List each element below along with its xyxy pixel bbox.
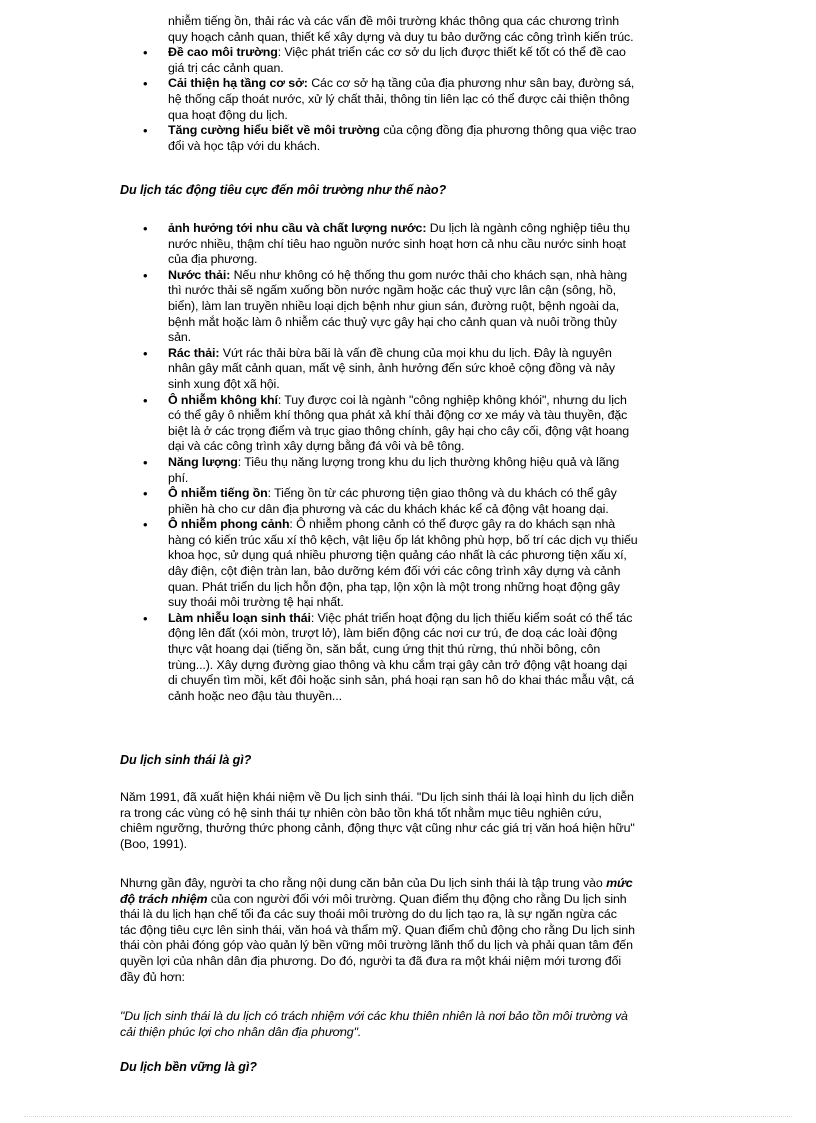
negative-impacts-section xyxy=(168,221,708,704)
text-line: giá trị các cảnh quan. xyxy=(168,60,284,75)
item-term: Cải thiện hạ tầng cơ sở: xyxy=(168,76,308,91)
list-item xyxy=(168,268,708,346)
intro-section xyxy=(168,14,708,154)
text-line: đổi và học tập với du khách. xyxy=(168,138,321,153)
item-term: Ô nhiễm không khí xyxy=(168,392,278,407)
item-term: Ô nhiễm phong cảnh xyxy=(168,517,290,532)
section-heading-ecotourism: Du lịch sinh thái là gì? xyxy=(120,753,252,767)
page-footer-divider xyxy=(24,1116,792,1117)
text-line: dây điện, cột điện tràn lan, bảo dưỡng kém đối với các công trình xây dựng và cảnh xyxy=(168,564,621,579)
text-line: của địa phương. xyxy=(168,252,258,267)
text-line: thì nước thải sẽ ngấm xuống bồn nước ngầm hoặc các thuỷ vực lân cận (sông, hồ, xyxy=(168,283,616,298)
text-line: cảnh hoặc neo đậu tàu thuyền... xyxy=(168,688,342,703)
text-line: đầy đủ hơn: xyxy=(120,969,185,984)
text-line: Tuy được coi là ngành "công nghiệp không khói", nhưng du lịch xyxy=(284,392,627,407)
text-line: Các cơ sở hạ tầng của địa phương như sân bay, đường sá, xyxy=(311,76,635,91)
benefit-list xyxy=(168,45,708,154)
text-line: Nếu như không có hệ thống thu gom nước thải cho khách sạn, nhà hàng xyxy=(233,267,628,282)
item-term: Năng lượng xyxy=(168,454,238,469)
text-line: Việc phát triển các cơ sở du lịch được thiết kế tốt có thể đề cao xyxy=(284,45,626,60)
text-line: quyền lợi của nhân dân địa phương. Do đó, người ta đã đưa ra một khái niệm mới tương đối xyxy=(120,953,622,968)
item-term: Rác thải: xyxy=(168,345,220,360)
intro-continuation xyxy=(168,14,708,45)
text-line: nước nhiều, thậm chí tiêu hao nguồn nước sinh hoạt hơn cả nhu cầu nước sinh hoạt xyxy=(168,236,626,251)
text-line: sinh xung đột xã hội. xyxy=(168,376,280,391)
list-item: • Ô nhiễm phong cảnh: Ô nhiễm phong cảnh có thể được gây ra do khách sạn nhà hàng có kiến trúc xấu xí thô kệch, vật liệu ốp lát không phù hợp, bố trí các dịch vụ thiếu khoa học, sử dụng quá nhiều phương tiện quảng cáo nhất là các phương tiện xấu xí, dây điện, cột điện tràn lan, bảo dưỡng kém đối với các công trình xây dựng và cảnh quan. Phát triển du lịch hỗn độn, pha tạp, lộn xộn là một trong những hoạt động gây suy thoái môi trường tệ hại nhất. xyxy=(168,517,708,611)
emphasis-text: mức xyxy=(606,876,633,890)
text-line: ra trong các vùng có hệ sinh thái tự nhiên còn bảo tồn khá tốt nhằm mục tiêu nghiên cứu, xyxy=(120,805,602,820)
text-line: Việc phát triển hoạt động du lịch thiếu kiểm soát có thể tác xyxy=(317,610,633,625)
list-item: • Làm nhiễu loạn sinh thái: Việc phát triển hoạt động du lịch thiếu kiểm soát có thể tác động lên đất (xói mòn, trượt lở), làm biến động các nơi cư trú, đe doạ các loài động thực vật hoang dại (tiếng ồn, săn bắt, cung ứng thịt thú rừng, thú nhồi bông, côn trùng...). Xây dựng đường giao thông và khu cắm trại gây cản trở động vật hoang dại di chuyển tìm mồi, kết đôi hoặc sinh sản, phá hoại rạn san hô do khai thác mẫu vật, cá cảnh hoặc neo đậu tàu thuyền... xyxy=(168,611,708,705)
item-term: Làm nhiễu loạn sinh thái xyxy=(168,610,311,625)
text-line: quy hoạch cảnh quan, thiết kế xây dựng và duy tu bảo dưỡng các công trình kiến trúc. xyxy=(168,29,634,44)
quote-definition xyxy=(120,1009,690,1040)
list-item: • Ô nhiễm tiếng ồn: Tiếng ồn từ các phương tiện giao thông và du khách có thể gây phiền hà cho cư dân địa phương và các du khách khác kể cả động vật hoang dại. xyxy=(168,486,708,517)
list-item xyxy=(168,76,708,123)
text-line: biển), làm lan truyền nhiều loại dịch bệnh như giun sán, đường ruột, bệnh ngoài da, xyxy=(168,298,620,313)
text-line: hệ thống cấp thoát nước, xử lý chất thải, thông tin liên lạc có thể được cải thiện thông xyxy=(168,91,630,106)
text-line: quan. Phát triển du lịch hỗn độn, pha tạp, lộn xộn là một trong những hoạt động gây xyxy=(168,579,620,594)
list-item xyxy=(168,346,708,393)
list-item xyxy=(168,221,708,268)
list-item: • Ô nhiễm không khí: Tuy được coi là ngành "công nghiệp không khói", nhưng du lịch có thể gây ô nhiễm khí thông qua phát xả khí thải động cơ xe máy và tàu thuyền, đặc biệt là ở các trọng điểm và trục giao thông chính, gây hại cho cây cối, động vật hoang dại và các công trình xây dựng bằng đá vôi và bê tông. xyxy=(168,393,708,455)
item-term: Ô nhiễm tiếng ồn xyxy=(168,486,268,501)
text-line: Năm 1991, đã xuất hiện khái niệm về Du lịch sinh thái. "Du lịch sinh thái là loại hình du lịch diễn xyxy=(120,790,634,804)
text-line: nhiễm tiếng ồn, thải rác và các vấn đề môi trường khác thông qua các chương trình xyxy=(168,14,620,28)
text-line: khoa học, sử dụng quá nhiều phương tiện quảng cáo nhất là các phương tiện xấu xí, xyxy=(168,548,627,563)
text-line: biệt là ở các trọng điểm và trục giao thông chính, gây hại cho cây cối, động vật hoang xyxy=(168,423,630,438)
item-term: ảnh hưởng tới nhu cầu và chất lượng nước: xyxy=(168,221,427,235)
paragraph-definition-1991 xyxy=(120,790,690,852)
list-item: • Năng lượng: Tiêu thụ năng lượng trong khu du lịch thường không hiệu quả và lãng phí. xyxy=(168,455,708,486)
item-term: Nước thải: xyxy=(168,267,231,282)
paragraph-responsibility: Nhưng gần đây, người ta cho rằng nội dung căn bản của Du lịch sinh thái là tập trung vào mức độ trách nhiệm của con người đối với môi trường. Quan điểm thụ động cho rằng Du lịch sinh thái là du lịch hạn chế tối đa các suy thoái môi trường do du lịch tạo ra, là sự ngăn ngừa các tác động tiêu cực lên sinh thái, văn hoá và thẩm mỹ. Quan điểm chủ động cho rằng Du lịch sinh thái còn phải đóng góp vào quản lý bền vững môi trường lãnh thổ du lịch và phải quan tâm đến quyền lợi của nhân dân địa phương. Do đó, người ta đã đưa ra một khái niệm mới tương đối đầy đủ hơn: xyxy=(120,876,690,985)
negative-impact-list xyxy=(168,221,708,704)
text-line: Tiêu thụ năng lượng trong khu du lịch thường không hiệu quả và lãng xyxy=(244,454,620,469)
text-line: "Du lịch sinh thái là du lịch có trách nhiệm với các khu thiên nhiên là nơi bảo tồn môi trường và xyxy=(120,1009,628,1023)
text-line: Du lịch là ngành công nghiệp tiêu thụ xyxy=(429,221,630,235)
item-term: Đề cao môi trường xyxy=(168,45,278,60)
text-line: phí. xyxy=(168,470,189,485)
text-line: trùng...). Xây dựng đường giao thông và khu cắm trại gây cản trở động vật hoang dại xyxy=(168,657,628,672)
text-line: suy thoái môi trường tệ hại nhất. xyxy=(168,595,344,610)
text-line: Vứt rác thải bừa bãi là vấn đề chung của mọi khu du lịch. Đây là nguyên xyxy=(222,345,612,360)
text-line: bệnh mắt hoặc làm ô nhiễm các thuỷ vực gây hại cho cảnh quan và nuôi trồng thủy xyxy=(168,314,617,329)
emphasis-text: độ trách nhiệm xyxy=(120,891,208,906)
text-line: của cộng đồng địa phương thông qua việc trao xyxy=(383,123,637,138)
text-line: Ô nhiễm phong cảnh có thể được gây ra do khách sạn nhà xyxy=(296,517,616,532)
text-line: Tiếng ồn từ các phương tiện giao thông và du khách có thể gây xyxy=(274,486,617,501)
text-line: thái là du lịch hạn chế tối đa các suy thoái môi trường do du lịch tạo ra, là sự ngăn ngừa các xyxy=(120,907,617,922)
text-line: sản. xyxy=(168,330,192,345)
text-line: hàng có kiến trúc xấu xí thô kệch, vật liệu ốp lát không phù hợp, bố trí các dịch vụ thiếu xyxy=(168,532,638,547)
text-line: phiền hà cho cư dân địa phương và các du khách khác kể cả động vật hoang dại. xyxy=(168,501,609,516)
text-line: thái còn phải đóng góp vào quản lý bền vững môi trường lãnh thổ du lịch và phải quan tâm đến xyxy=(120,938,633,953)
text-line: thực vật hoang dại (tiếng ồn, săn bắt, cung ứng thịt thú rừng, thú nhồi bông, côn xyxy=(168,642,601,657)
text-line: động lên đất (xói mòn, trượt lở), làm biến động các nơi cư trú, đe doạ các loài động xyxy=(168,626,618,641)
list-item xyxy=(168,123,708,154)
list-item: • Đề cao môi trường: Việc phát triển các cơ sở du lịch được thiết kế tốt có thể đề cao giá trị các cảnh quan. xyxy=(168,45,708,76)
item-term: Tăng cường hiểu biết về môi trường xyxy=(168,123,380,138)
text-line: có thể gây ô nhiễm khí thông qua phát xả khí thải động cơ xe máy và tàu thuyền, đặc xyxy=(168,408,628,423)
text-line: qua hoạt động du lịch. xyxy=(168,107,288,122)
text-line: chiêm ngưỡng, thưởng thức phong cảnh, động thực vật cũng như các giá trị văn hoá hiện hữu" xyxy=(120,821,635,836)
section-heading-sustainable-tourism: Du lịch bền vững là gì? xyxy=(120,1060,257,1074)
text-line: di chuyển tìm mồi, kết đôi hoặc sinh sản, phá hoại rạn san hô do khai thác mẫu vật, cá xyxy=(168,673,634,688)
text-line: dại và các công trình xây dựng bằng đá vôi và bê tông. xyxy=(168,439,465,454)
text-line: nhân gây mất cảnh quan, mất vệ sinh, ảnh hưởng đến sức khoẻ cộng đồng và nảy xyxy=(168,361,615,376)
text-line: tác động tiêu cực lên sinh thái, văn hoá và thẩm mỹ. Quan điểm chủ động cho rằng Du lịch sinh xyxy=(120,922,635,937)
section-heading-negative-impacts: Du lịch tác động tiêu cực đến môi trường như thế nào? xyxy=(120,183,447,197)
text-line: cải thiện phúc lợi cho nhân dân địa phương". xyxy=(120,1024,362,1039)
text-line: (Boo, 1991). xyxy=(120,836,187,851)
